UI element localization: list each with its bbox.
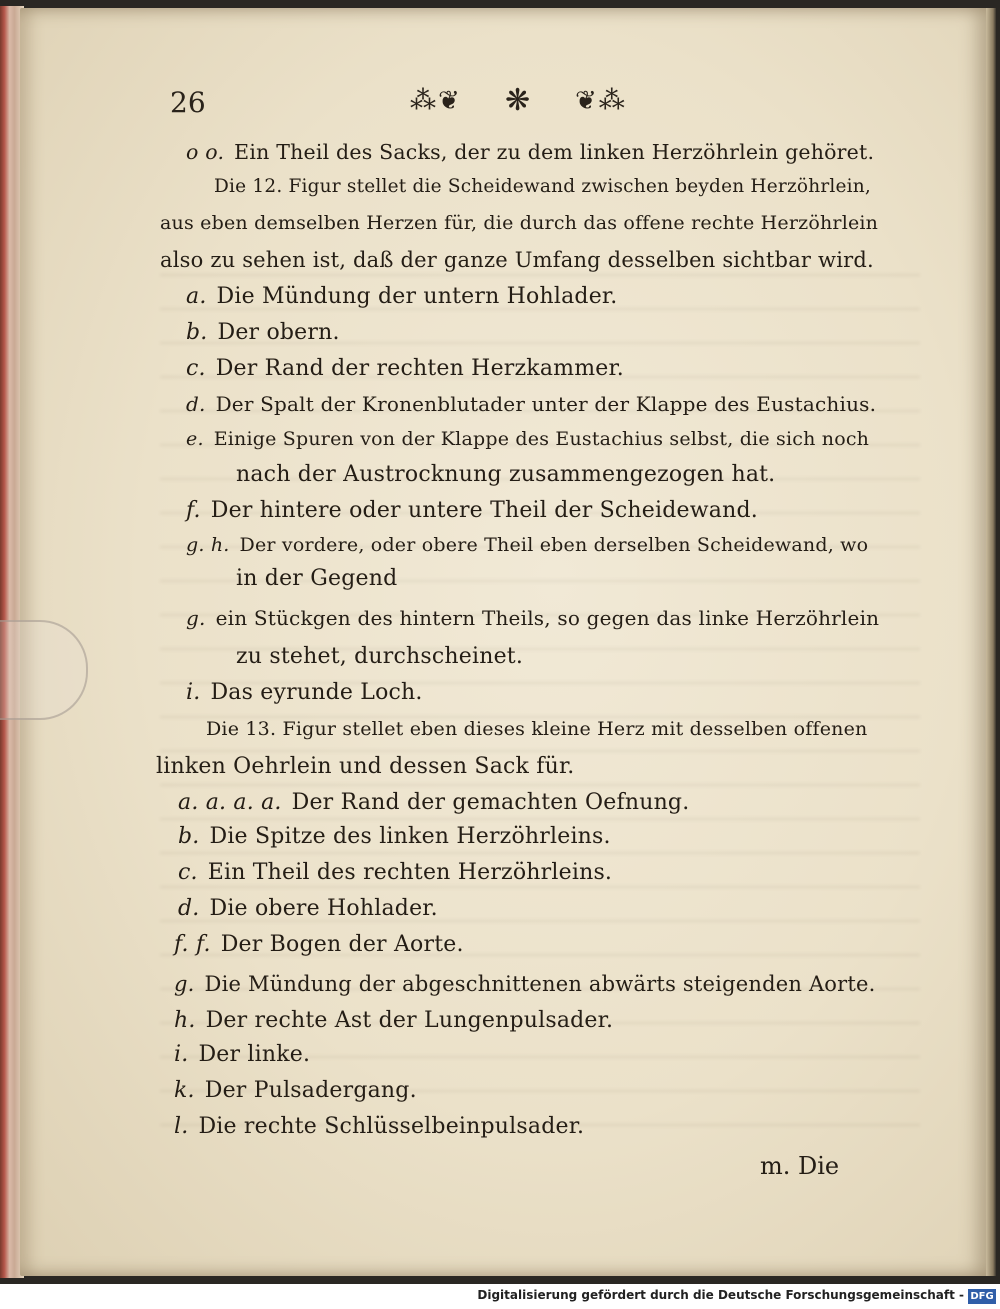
item-label: f. [186, 498, 201, 523]
item-label: g. h. [186, 534, 230, 556]
digitization-footer [0, 1284, 1000, 1309]
ornament-center-icon: ❋ [505, 83, 533, 118]
book-page [20, 8, 992, 1276]
item-label: c. [178, 860, 198, 885]
text-line: b. Der obern. [186, 320, 340, 345]
text-line: i. Das eyrunde Loch. [186, 680, 423, 705]
item-label: o o. [186, 140, 225, 164]
item-label: d. [178, 896, 200, 921]
page-number: 26 [170, 86, 206, 119]
text-line: a. Die Mündung der untern Hohlader. [186, 284, 618, 309]
text-line: b. Die Spitze des linken Herzöhrleins. [178, 824, 611, 849]
item-label: d. [186, 392, 206, 416]
item-label: g. [186, 606, 206, 630]
item-label: i. [186, 680, 201, 705]
text-line: nach der Austrocknung zusammengezogen hat. [236, 462, 776, 487]
text-line: d. Die obere Hohlader. [178, 896, 438, 921]
item-label: f. f. [174, 932, 211, 957]
text-line: d. Der Spalt der Kronenblutader unter der Klappe des Eustachius. [186, 392, 877, 416]
text-line: linken Oehrlein und dessen Sack für. [156, 754, 575, 779]
item-label: a. a. a. a. [178, 790, 282, 815]
ornament-left-icon: ⁂❦ [410, 86, 462, 116]
text-line: g. Die Mündung der abgeschnittenen abwärts steigenden Aorte. [174, 972, 876, 996]
page-header [150, 83, 650, 126]
text-line: also zu sehen ist, daß der ganze Umfang desselben sichtbar wird. [160, 248, 874, 272]
catchword: m. Die [760, 1152, 840, 1180]
text-line: l. Die rechte Schlüsselbeinpulsader. [174, 1114, 585, 1139]
item-label: l. [174, 1114, 189, 1139]
text-line: Die 13. Figur stellet eben dieses kleine Herz mit desselben offenen [206, 718, 868, 740]
item-label: c. [186, 356, 206, 381]
text-line: Die 12. Figur stellet die Scheidewand zwischen beyden Herzöhrlein, [214, 176, 871, 197]
page-gutter [986, 8, 996, 1276]
item-label: b. [186, 320, 208, 345]
text-line: e. Einige Spuren von der Klappe des Eustachius selbst, die sich noch [186, 428, 870, 450]
item-label: k. [174, 1078, 195, 1103]
item-label: e. [186, 428, 204, 450]
text-line: g. h. Der vordere, oder obere Theil eben derselben Scheidewand, wo [186, 534, 869, 556]
text-line: k. Der Pulsadergang. [174, 1078, 417, 1103]
text-line: i. Der linke. [174, 1042, 311, 1067]
text-line: aus eben demselben Herzen für, die durch das offene rechte Herzöhrlein [160, 212, 879, 234]
ornament-right-icon: ❦⁂ [575, 86, 627, 116]
item-label: b. [178, 824, 200, 849]
dfg-logo[interactable]: DFG [968, 1289, 996, 1304]
text-line: o o. Ein Theil des Sacks, der zu dem linken Herzöhrlein gehöret. [186, 140, 875, 164]
text-line: g. ein Stückgen des hintern Theils, so gegen das linke Herzöhrlein [186, 606, 880, 630]
page-clip [0, 620, 88, 720]
text-line: zu stehet, durchscheinet. [236, 644, 524, 669]
text-line: in der Gegend [236, 566, 398, 591]
text-line: c. Der Rand der rechten Herzkammer. [186, 356, 624, 381]
text-line: f. Der hintere oder untere Theil der Scheidewand. [186, 498, 758, 523]
text-line: a. a. a. a. Der Rand der gemachten Oefnung. [178, 790, 690, 815]
item-label: h. [174, 1008, 196, 1033]
text-line: h. Der rechte Ast der Lungenpulsader. [174, 1008, 614, 1033]
text-line: c. Ein Theil des rechten Herzöhrleins. [178, 860, 613, 885]
item-label: i. [174, 1042, 189, 1067]
text-line: f. f. Der Bogen der Aorte. [174, 932, 464, 957]
footer-credit: Digitalisierung gefördert durch die Deutsche Forschungsgemeinschaft - [477, 1288, 964, 1302]
item-label: a. [186, 284, 207, 309]
item-label: g. [174, 972, 195, 996]
